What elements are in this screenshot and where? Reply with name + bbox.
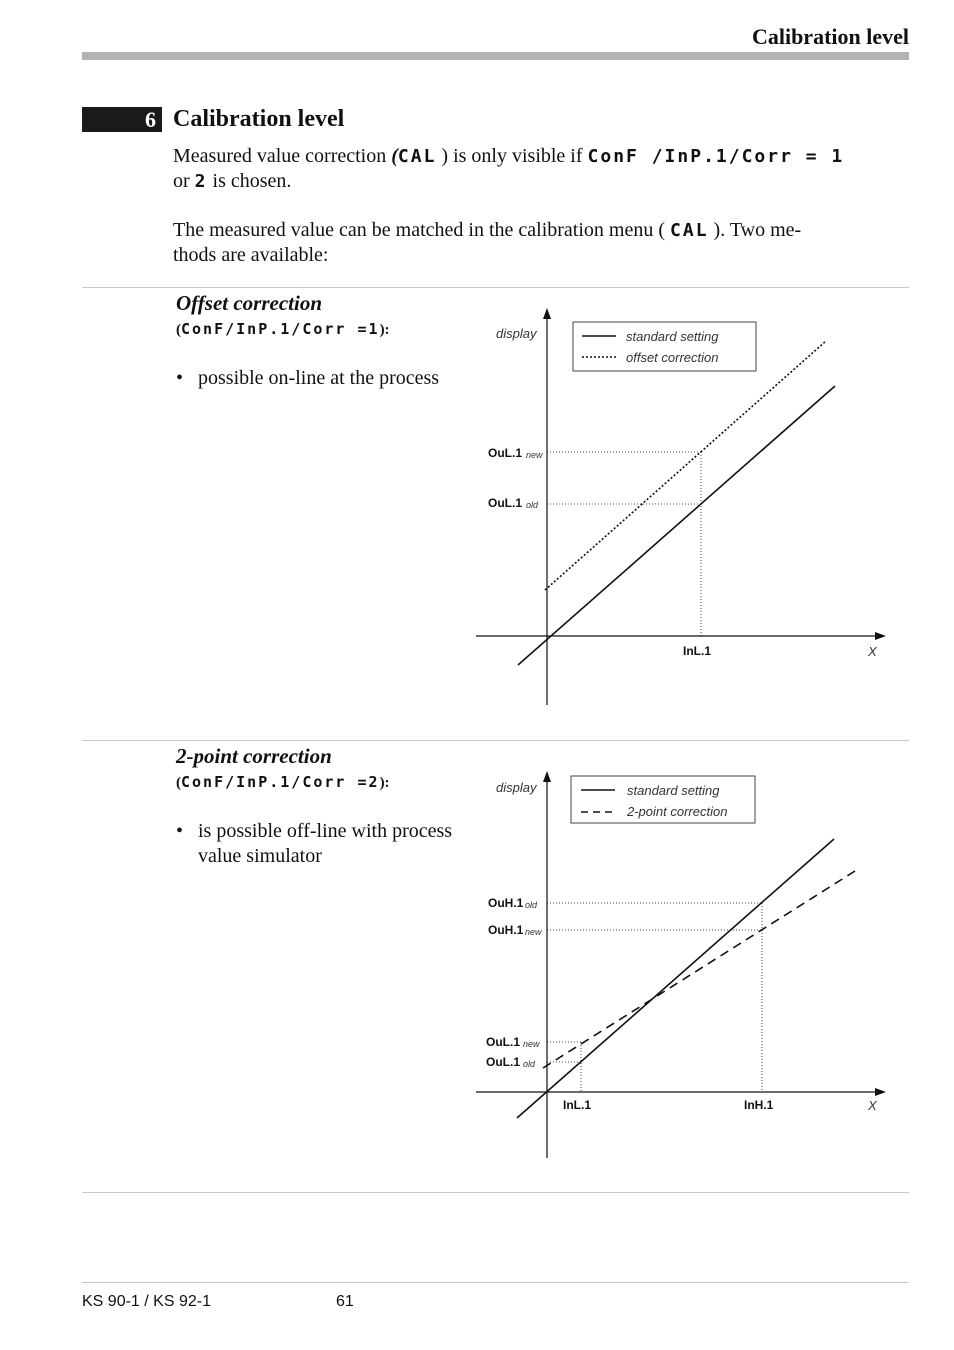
inh-tick-label: InH.1: [744, 1098, 774, 1112]
bullet-dot: •: [176, 367, 184, 389]
intro-line-3: [173, 218, 909, 243]
standard-setting-line: [517, 839, 834, 1118]
oul-old-sub: old: [526, 500, 539, 510]
footer-model: KS 90-1 / KS 92-1: [82, 1293, 211, 1310]
legend-offset-label: offset correction: [626, 350, 719, 365]
oul-old-sub: old: [523, 1059, 536, 1069]
y-axis-arrow: [543, 308, 551, 319]
oul-new-label: OuL.1: [486, 1035, 521, 1049]
oul-new-sub: new: [526, 450, 543, 460]
offset-title: Offset correction: [176, 291, 323, 315]
paren: ):: [379, 775, 390, 791]
intro-line-2: [173, 169, 909, 194]
offset-bullet-text: possible on-line at the process: [198, 367, 440, 389]
inl-tick-label: InL.1: [683, 644, 712, 658]
y-axis-arrow: [543, 771, 551, 782]
ouh-new-sub: new: [525, 927, 542, 937]
intro-text: or: [173, 170, 195, 192]
ouh-old-label: OuH.1: [488, 896, 524, 910]
divider: [82, 1192, 909, 1193]
y-axis-label: display: [496, 326, 537, 341]
intro-line-4: thods are available:: [173, 244, 329, 266]
paren: (: [391, 145, 398, 167]
cal-code: CAL: [397, 146, 437, 167]
x-axis-arrow: [875, 1088, 886, 1096]
offset-correction-line: [545, 341, 826, 590]
offset-path-code: ConF/InP.1/Corr =1: [181, 320, 380, 338]
paren: ):: [379, 322, 390, 338]
oul-new-label: OuL.1: [488, 446, 523, 460]
page-number: 61: [336, 1293, 354, 1310]
intro-text: The measured value can be matched in the calibration menu (: [173, 219, 671, 241]
footer-divider: [82, 1282, 909, 1283]
oul-old-label: OuL.1: [486, 1055, 521, 1069]
value-code: 2: [194, 171, 208, 192]
x-axis-label: X: [868, 644, 877, 659]
divider: [82, 740, 909, 741]
conf-path-code: ConF /InP.1/Corr = 1: [587, 146, 845, 167]
legend-standard-label: standard setting: [626, 329, 719, 344]
twopoint-path: [176, 773, 390, 792]
header-title: Calibration level: [751, 24, 909, 49]
x-axis-arrow: [875, 632, 886, 640]
bullet-dot: •: [176, 820, 184, 842]
intro-paragraph-1: [173, 144, 909, 194]
offset-path: [176, 320, 390, 339]
legend-standard-label: standard setting: [627, 783, 720, 798]
intro-text: is chosen.: [207, 170, 292, 192]
twopoint-title: 2-point correction: [176, 744, 332, 768]
header-bar: [82, 52, 909, 60]
standard-setting-line: [518, 386, 835, 665]
twopoint-correction-line: [543, 871, 855, 1068]
divider: [82, 287, 909, 288]
paren: (: [176, 775, 181, 791]
inl-tick-label: InL.1: [563, 1098, 592, 1112]
ouh-new-label: OuH.1: [488, 923, 524, 937]
section-title: Calibration level: [173, 106, 345, 132]
intro-paragraph-2: [173, 218, 909, 267]
twopoint-path-code: ConF/InP.1/Corr =2: [181, 773, 380, 791]
intro-line-1: [173, 144, 909, 169]
twopoint-bullet-text: is possible off-line with process value simulator: [198, 820, 453, 867]
legend-2point-label: 2-point correction: [627, 804, 728, 819]
x-axis-label: X: [868, 1098, 877, 1113]
intro-text: ). Two me-: [708, 219, 802, 241]
intro-text: ) is only visible if: [436, 145, 588, 167]
y-axis-label: display: [496, 780, 537, 795]
twopoint-chart: [470, 755, 910, 1165]
intro-text: Measured value correction: [173, 145, 392, 167]
section-number: 6: [82, 107, 162, 132]
paren: (: [176, 322, 181, 338]
oul-old-label: OuL.1: [488, 496, 523, 510]
cal-code: CAL: [670, 220, 709, 241]
ouh-old-sub: old: [525, 900, 538, 910]
oul-new-sub: new: [523, 1039, 540, 1049]
offset-chart: [470, 300, 910, 720]
